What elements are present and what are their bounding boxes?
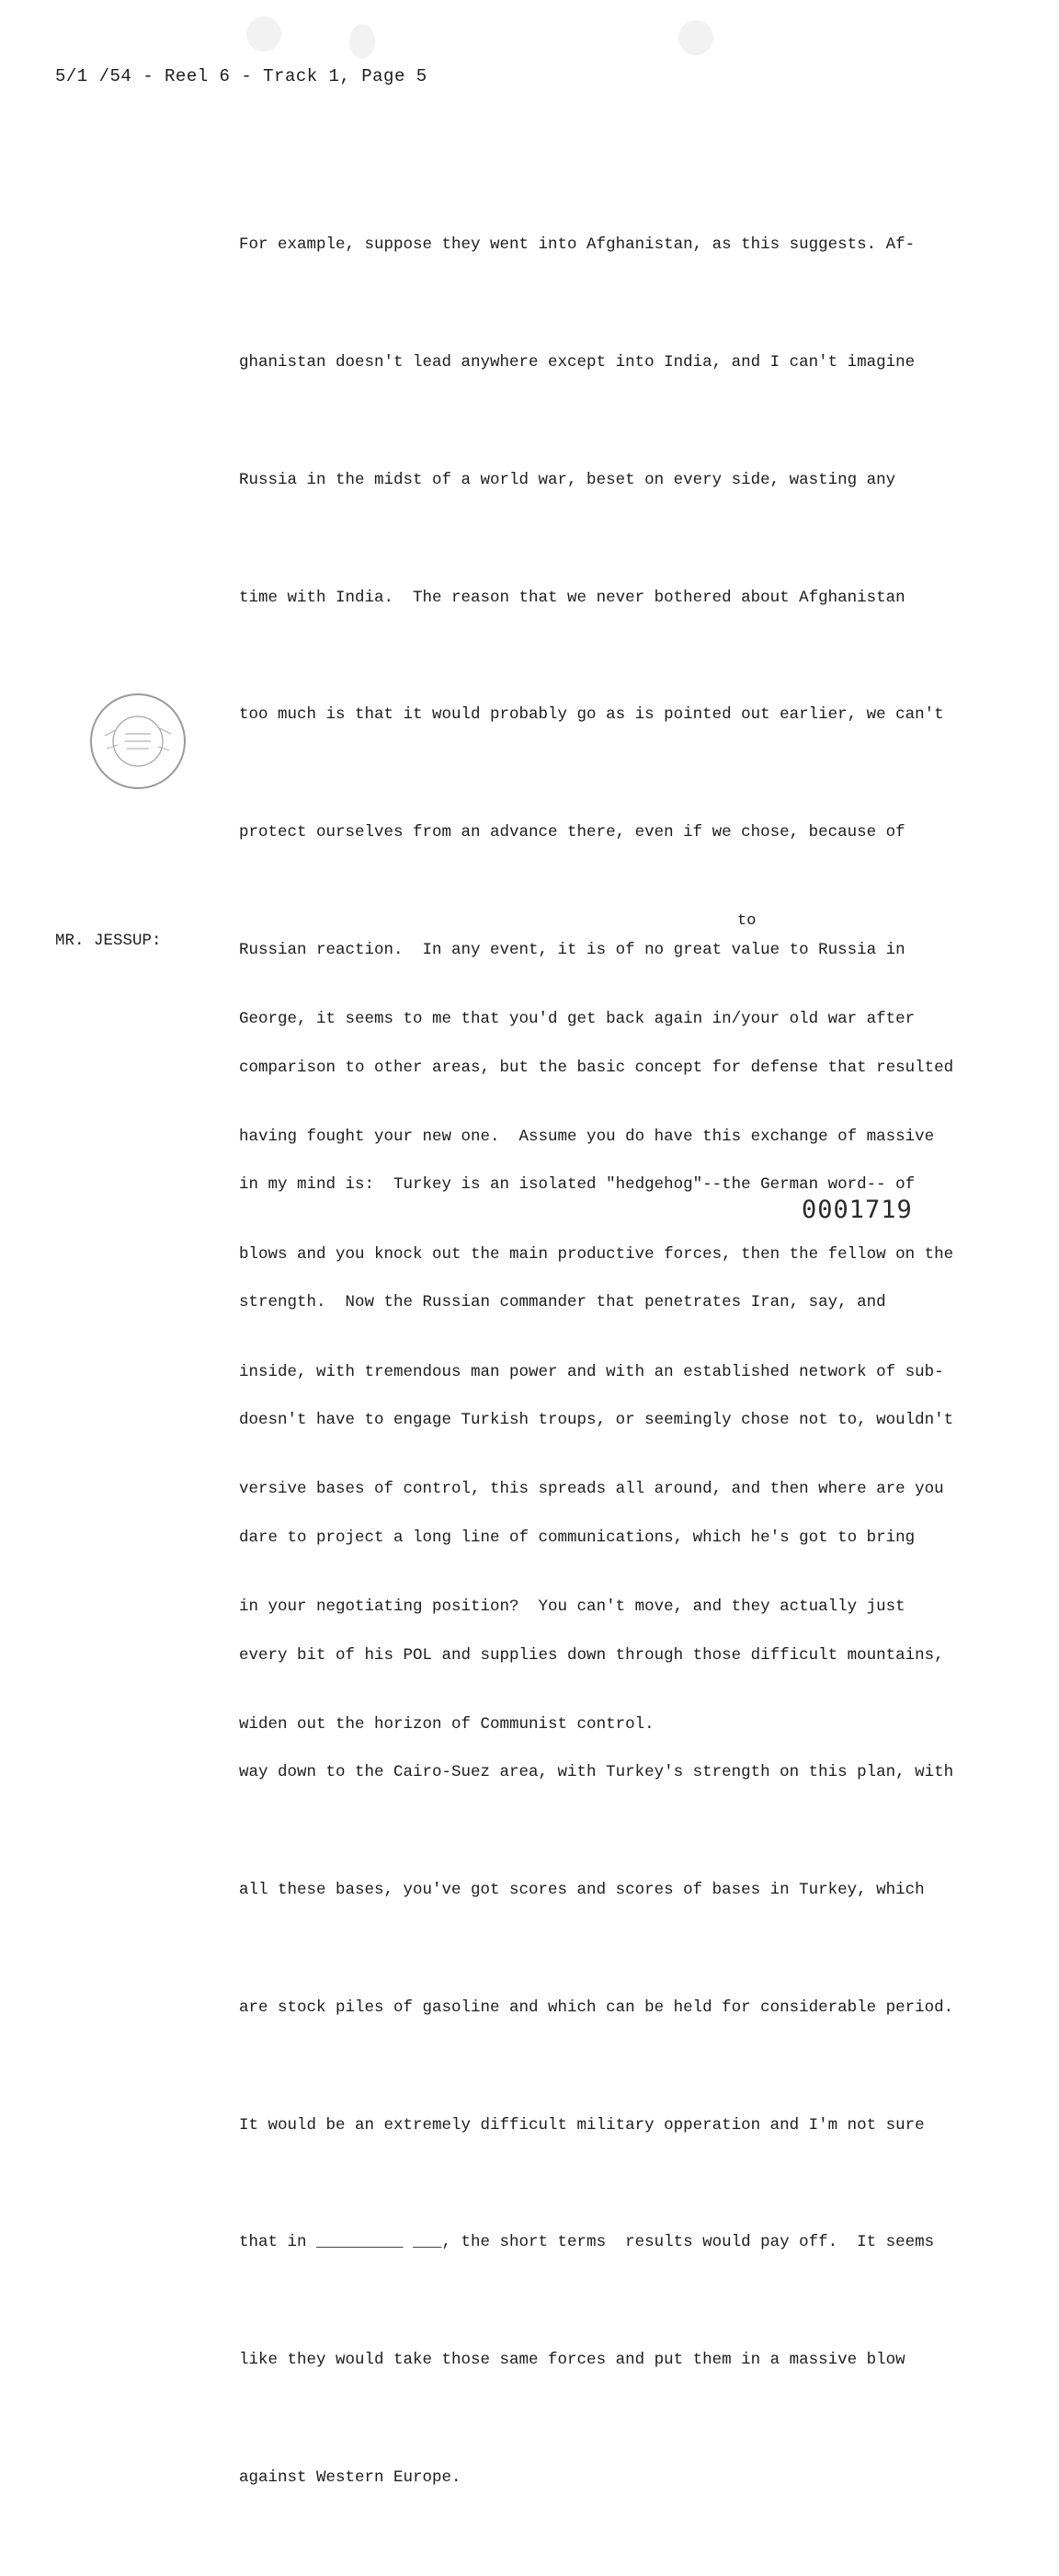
page-header: 5/1 /54 - Reel 6 - Track 1, Page 5: [55, 66, 427, 86]
document-number: 0001719: [802, 1196, 913, 1224]
text-line: It would be an extremely difficult military opperation and I'm not sure: [239, 2115, 925, 2135]
text-line: blows and you knock out the main productive forces, then the fellow on the: [239, 1244, 954, 1264]
text-line: in my mind is: Turkey is an isolated "hedgehog"--the German word-- of: [239, 1175, 916, 1195]
handwritten-insertion: to: [737, 912, 757, 930]
text-line: comparison to other areas, but the basic concept for defense that resulted: [239, 1058, 954, 1077]
text-line: against Western Europe.: [239, 2468, 461, 2488]
speaker-paragraph: [239, 922, 974, 1823]
text-line: versive bases of control, this spreads all around, and then where are you: [239, 1480, 944, 1499]
punch-hole: [349, 24, 375, 59]
punch-hole: [678, 20, 713, 55]
text-line: doesn't have to engage Turkish troups, or seemingly chose not to, wouldn't: [239, 1411, 954, 1429]
text-line: having fought your new one. Assume you do have this exchange of massive: [239, 1127, 935, 1146]
library-stamp: [88, 692, 188, 791]
text-line: all these bases, you've got scores and scores of bases in Turkey, which: [239, 1881, 925, 1900]
punch-hole: [246, 17, 281, 52]
text-line: in your negotiating position? You can't move, and they actually just: [239, 1597, 905, 1617]
text-line: Russian reaction. In any event, it is of no great value to Russia in: [239, 940, 905, 959]
text-line: For example, suppose they went into Afghanistan, as this suggests. Af-: [239, 235, 916, 255]
text-line: dare to project a long line of communications, which he's got to bring: [239, 1528, 916, 1547]
text-line: George, it seems to me that you'd get back again in/your old war after: [239, 1010, 916, 1029]
text-line: time with India. The reason that we never bothered about Afghanistan: [239, 588, 905, 607]
text-line: that in _________ ___, the short terms results would pay off. It seems: [239, 2233, 935, 2252]
text-line: inside, with tremendous man power and with an established network of sub-: [239, 1362, 944, 1381]
text-line: strength. Now the Russian commander that penetrates Iran, say, and: [239, 1293, 886, 1312]
text-line: ghanistan doesn't lead anywhere except into India, and I can't imagine: [239, 352, 916, 372]
speaker-label: MR. JESSUP:: [55, 932, 162, 950]
text-line: Russia in the midst of a world war, beset on every side, wasting any: [239, 470, 896, 489]
text-line: like they would take those same forces and put them in a massive blow: [239, 2351, 905, 2370]
text-line: widen out the horizon of Communist control.: [239, 1714, 655, 1734]
text-line: too much is that it would probably go as is pointed out earlier, we can't: [239, 705, 944, 725]
text-line: way down to the Cairo-Suez area, with Turkey's strength on this plan, with: [239, 1763, 954, 1782]
text-line: every bit of his POL and supplies down through those difficult mountains,: [239, 1645, 944, 1665]
text-line: are stock piles of gasoline and which can be held for considerable period.: [239, 1998, 954, 2017]
text-line: protect ourselves from an advance there, even if we chose, because of: [239, 823, 905, 842]
